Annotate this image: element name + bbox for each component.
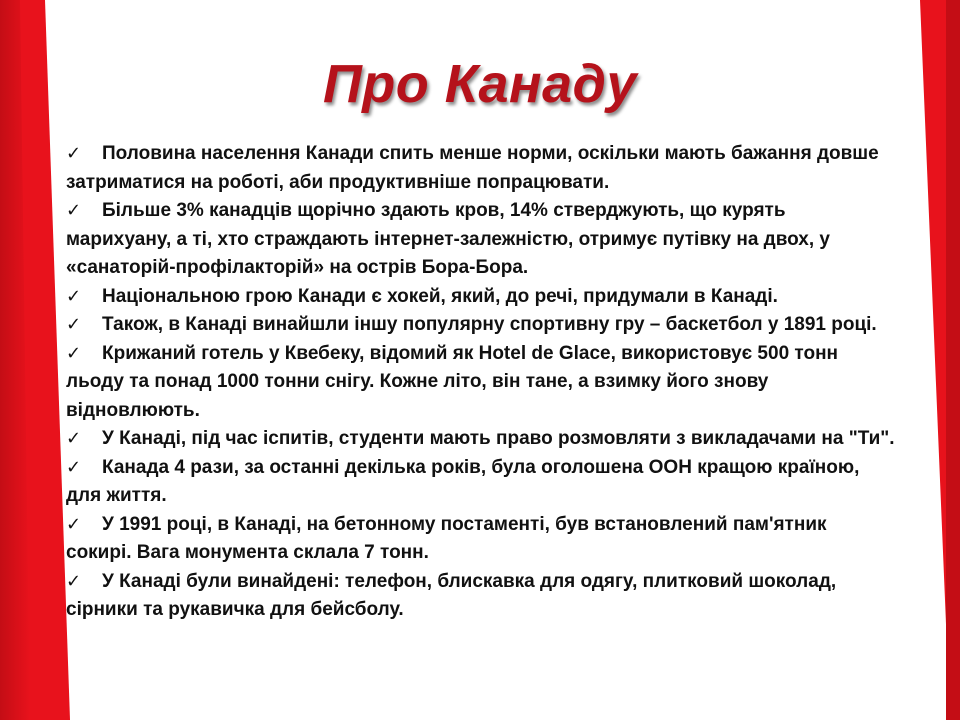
facts-list [66, 140, 896, 625]
check-icon: ✓ [66, 570, 82, 592]
check-icon: ✓ [66, 456, 82, 478]
fact-text: Більше 3% канадців щорічно здають кров, 14% стверджують, що курять марихуану, а ті, хто страждають інтернет-залежністю, отримує путівку на двох, у «санаторій-профілакторій» на острів Бора-Бора. [66, 200, 830, 278]
fact-text: Крижаний готель у Квебеку, відомий як Hotel de Glace, використовує 500 тонн льоду та понад 1000 тонни снігу. Кожне літо, він тане, а взимку його знову відновлюють. [66, 342, 839, 421]
slide-title: Про Канаду [322, 54, 638, 114]
check-icon: ✓ [66, 513, 82, 535]
check-icon: ✓ [66, 428, 82, 449]
fact-item [66, 340, 896, 426]
fact-text: Також, в Канаді винайшли іншу популярну спортивну гру – баскетбол у 1891 році. [102, 314, 877, 335]
fact-item [66, 454, 896, 511]
fact-item [66, 283, 896, 312]
check-icon: ✓ [66, 200, 82, 221]
fact-text: Національною грою Канади є хокей, який, до речі, придумали в Канаді. [102, 285, 778, 307]
fact-text: Половина населення Канади спить менше норми, оскільки мають бажання довше затриматися на роботі, аби продуктивніше попрацювати. [66, 143, 879, 193]
check-icon: ✓ [66, 143, 82, 164]
fact-text: У 1991 році, в Канаді, на бетонному постаменті, був встановлений пам'ятник сокирі. Вага монумента склала 7 тонн. [66, 513, 827, 563]
fact-item [66, 197, 896, 283]
fact-text: У Канаді були винайдені: телефон, блискавка для одягу, плитковий шоколад, сірники та рукавичка для бейсболу. [66, 570, 837, 620]
fact-text: У Канаді, під час іспитів, студенти мають право розмовляти з викладачами на "Ти". [102, 428, 895, 449]
check-icon: ✓ [66, 342, 82, 364]
fact-item [66, 311, 896, 340]
fact-item [66, 511, 896, 568]
fact-text: Канада 4 рази, за останні декілька років, була оголошена ООН кращою країною, для життя. [66, 456, 860, 506]
fact-item [66, 425, 896, 454]
check-icon: ✓ [66, 285, 82, 307]
fact-item [66, 140, 896, 197]
check-icon: ✓ [66, 314, 82, 335]
fact-item [66, 568, 896, 625]
